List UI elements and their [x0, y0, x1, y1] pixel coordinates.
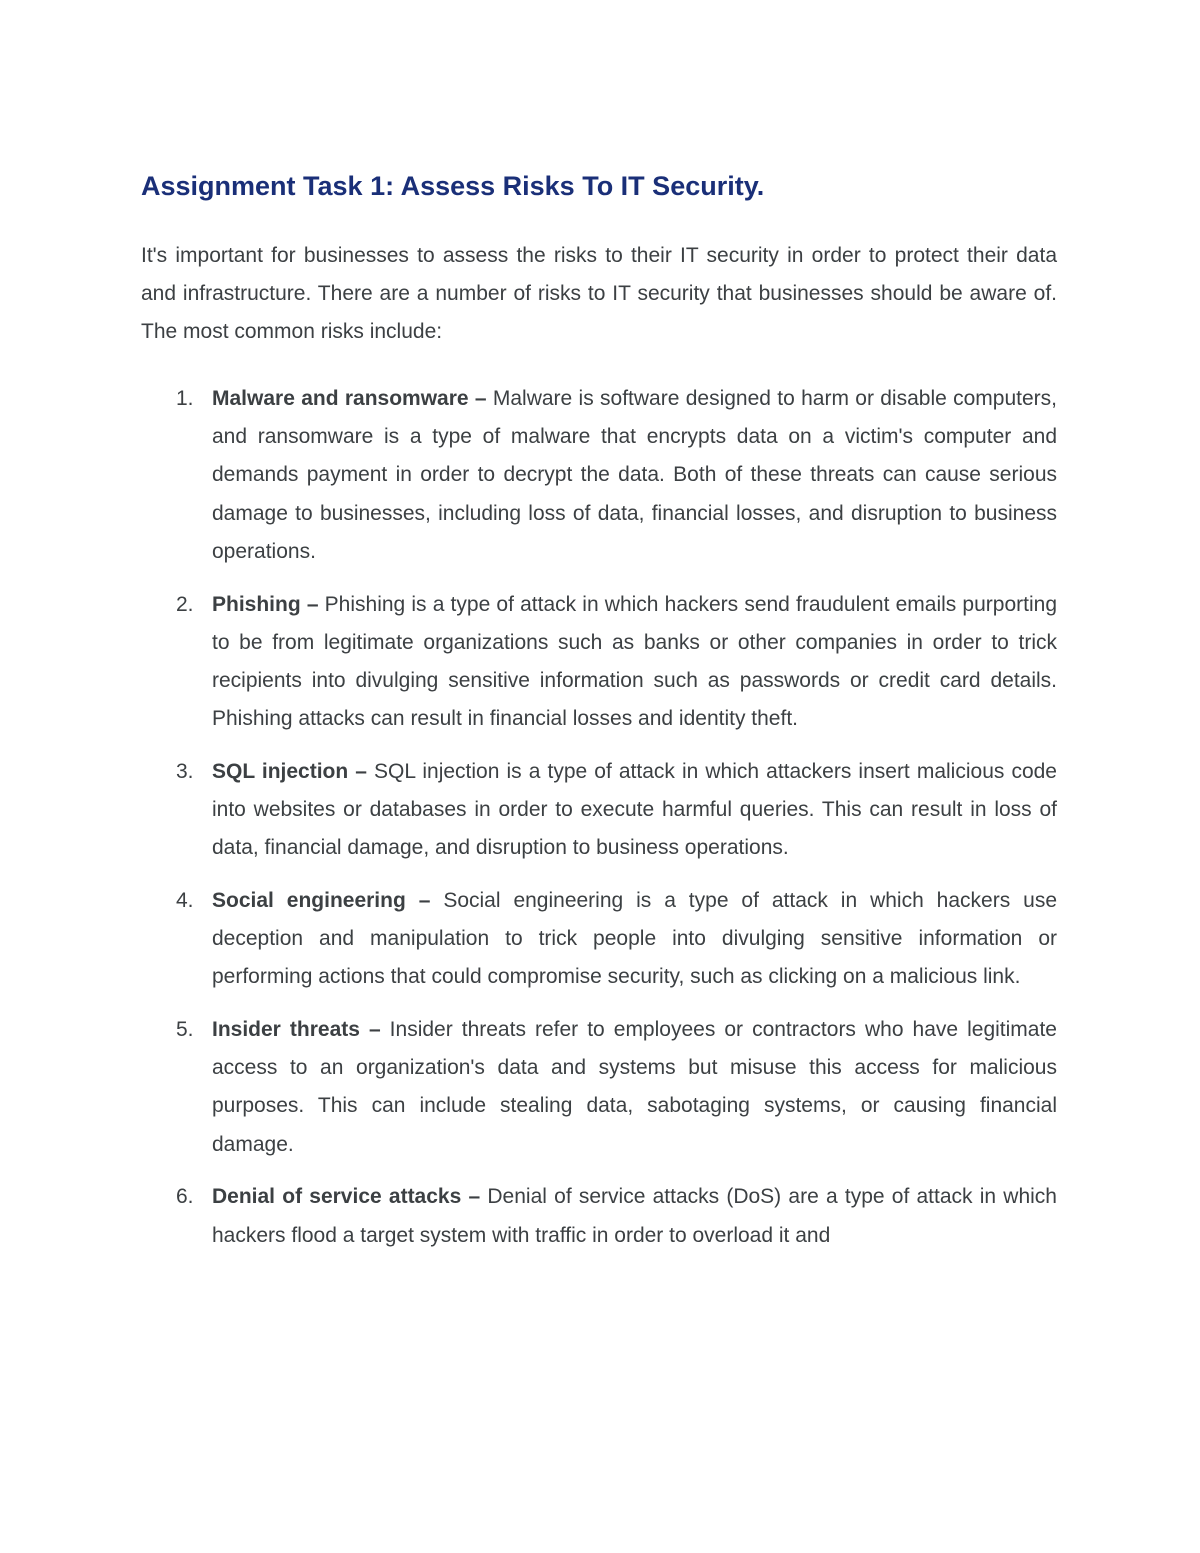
risk-description: Phishing is a type of attack in which hackers send fraudulent emails purporting to be from legitimate organizations such as banks or other companies in order to trick recipients into divulging sensitive information such as passwords or credit card details. Phishing attacks can result in financial losses and identity theft. [212, 592, 1057, 731]
risk-name: Phishing – [212, 592, 319, 616]
risk-description: Denial of service attacks (DoS) are a type of attack in which hackers flood a target system with traffic in order to overload it and [212, 1185, 1057, 1247]
intro-paragraph: It's important for businesses to assess the risks to their IT security in order to protect their data and infrastructure. There are a number of risks to IT security that businesses should be aware of. The most common risks include: [141, 244, 1057, 344]
list-item-number: 1. [176, 387, 194, 410]
risk-name: Insider threats – [212, 1018, 381, 1042]
document-title: Assignment Task 1: Assess Risks To IT Security. [141, 171, 765, 201]
list-item [141, 753, 1057, 868]
risk-description: SQL injection is a type of attack in which attackers insert malicious code into websites or databases in order to execute harmful queries. This can result in loss of data, financial damage, and disruption to business operations. [212, 759, 1057, 860]
risk-name: Malware and ransomware – [212, 387, 487, 410]
list-item-number: 6. [176, 1185, 194, 1209]
risk-list [141, 380, 1057, 1269]
list-item [141, 1011, 1057, 1164]
list-item-number: 4. [176, 888, 194, 912]
risk-description: Insider threats refer to employees or contractors who have legitimate access to an organization's data and systems but misuse this access for malicious purposes. This can include stealing data, sabotaging systems, or causing financial damage. [212, 1018, 1057, 1156]
list-item-number: 3. [176, 759, 194, 783]
list-item-number: 5. [176, 1018, 194, 1042]
list-item [141, 1178, 1057, 1254]
list-item [141, 882, 1057, 997]
risk-name: Social engineering – [212, 888, 431, 912]
risk-name: SQL injection – [212, 759, 367, 783]
list-item [141, 586, 1057, 739]
risk-description: Social engineering is a type of attack in which hackers use deception and manipulation to trick people into divulging sensitive information or performing actions that could compromise security, such as clicking on a malicious link. [212, 888, 1057, 989]
risk-description: Malware is software designed to harm or disable computers, and ransomware is a type of malware that encrypts data on a victim's computer and demands payment in order to decrypt the data. Both of these threats can cause serious damage to businesses, including loss of data, financial losses, and disruption to business operations. [212, 387, 1057, 563]
list-item [141, 380, 1057, 571]
risk-name: Denial of service attacks – [212, 1185, 481, 1209]
list-item-number: 2. [176, 592, 194, 616]
